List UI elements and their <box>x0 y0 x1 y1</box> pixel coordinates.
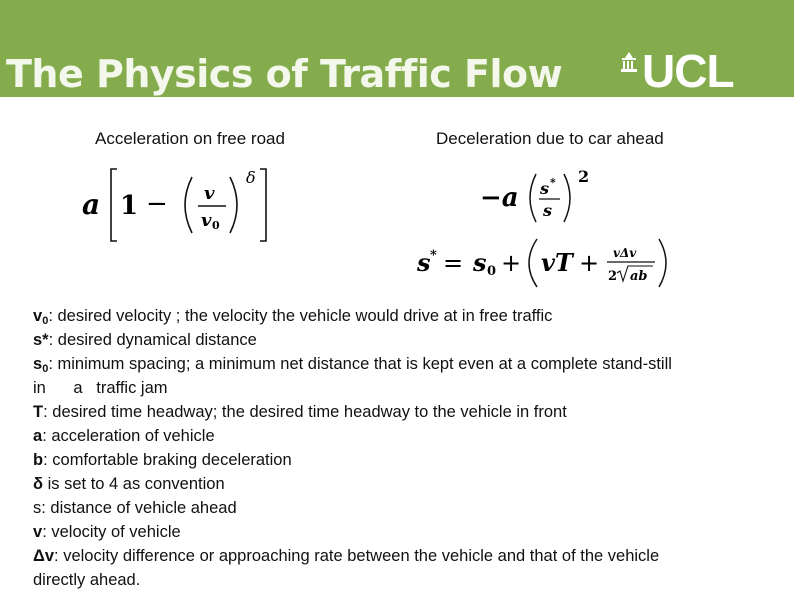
definition-row <box>33 400 773 424</box>
definition-row <box>33 496 773 520</box>
def-text: : desired velocity ; the velocity the vehicle would drive at in free traffic <box>48 307 553 325</box>
dec-sstar: s <box>540 179 550 198</box>
definition-row <box>33 328 773 352</box>
eq-v0: v <box>201 210 212 231</box>
dec-star: * <box>550 176 556 189</box>
def-subscript: 0 <box>42 315 49 327</box>
dec-neg-a: −a <box>480 183 519 213</box>
left-column-heading: Acceleration on free road <box>95 129 285 148</box>
def-text: : desired time headway; the desired time headway to the vehicle in front <box>43 403 567 421</box>
def-symbol: s* <box>33 331 49 349</box>
gap-lhs-s: s <box>417 248 431 277</box>
definition-row <box>33 424 773 448</box>
gap-equals: = <box>443 249 464 277</box>
def-subscript: 0 <box>42 363 49 375</box>
right-square-bracket <box>260 169 266 241</box>
def-text: : desired dynamical distance <box>48 331 257 349</box>
dec-left-paren <box>530 174 536 222</box>
dec-exponent: 2 <box>578 167 590 186</box>
def-text: : velocity of vehicle <box>42 523 181 541</box>
gap-denominator-ab: ab <box>630 269 648 284</box>
def-symbol: b <box>33 451 44 469</box>
def-symbol: T <box>33 403 44 421</box>
def-text: : minimum spacing; a minimum net distance that is kept even at a complete stand-still <box>48 355 672 373</box>
eq-v0-sub: 0 <box>212 219 220 232</box>
page-title: The Physics of Traffic Flow <box>6 52 563 96</box>
def-symbol: a <box>33 427 43 445</box>
def-text: directly ahead. <box>33 571 141 589</box>
gap-left-paren <box>529 239 537 287</box>
right-column-heading: Deceleration due to car ahead <box>436 129 664 148</box>
desired-gap-equation <box>415 235 675 290</box>
def-text: : comfortable braking deceleration <box>43 451 292 469</box>
dec-right-paren <box>564 174 570 222</box>
def-symbol: s <box>33 355 43 373</box>
left-paren <box>185 177 192 233</box>
definition-row <box>33 568 773 592</box>
gap-denominator-2: 2 <box>608 269 618 284</box>
portico-icon <box>618 50 640 74</box>
logo-text: UCL <box>642 45 734 97</box>
left-square-bracket <box>111 169 117 241</box>
def-symbol: v <box>33 523 43 541</box>
eq-v: v <box>204 183 215 204</box>
gap-lhs-star: * <box>430 248 437 263</box>
gap-plus: + <box>501 249 522 277</box>
def-text: is set to 4 as convention <box>43 475 225 493</box>
def-symbol: v <box>33 307 43 325</box>
right-paren <box>230 177 237 233</box>
gap-plus-2: + <box>579 249 600 277</box>
gap-vT: vT <box>541 248 573 277</box>
def-text: : acceleration of vehicle <box>42 427 215 445</box>
eq-a: a <box>82 188 101 221</box>
definition-row <box>33 472 773 496</box>
deceleration-equation <box>478 160 608 230</box>
gap-numerator: vΔv <box>613 246 637 260</box>
definition-row <box>33 544 773 568</box>
eq-minus: − <box>146 189 168 219</box>
dec-s: s <box>543 201 553 220</box>
def-symbol: δ <box>33 475 44 493</box>
definition-row <box>33 376 773 400</box>
gap-s0-sub: 0 <box>487 264 497 279</box>
definition-row <box>33 520 773 544</box>
def-text: in a traffic jam <box>33 379 168 397</box>
eq-delta: δ <box>246 168 256 187</box>
def-text: s: distance of vehicle ahead <box>33 499 237 517</box>
def-text: : velocity difference or approaching rate between the vehicle and that of the vehicle <box>54 547 660 565</box>
gap-right-paren <box>659 239 666 287</box>
def-symbol: Δv <box>33 547 55 565</box>
definition-row <box>33 304 773 328</box>
definition-row <box>33 448 773 472</box>
definition-row <box>33 352 773 376</box>
eq-one: 1 <box>120 191 139 221</box>
gap-s0: s <box>473 248 487 277</box>
definitions-list <box>33 304 773 592</box>
free-acceleration-equation <box>80 165 280 245</box>
